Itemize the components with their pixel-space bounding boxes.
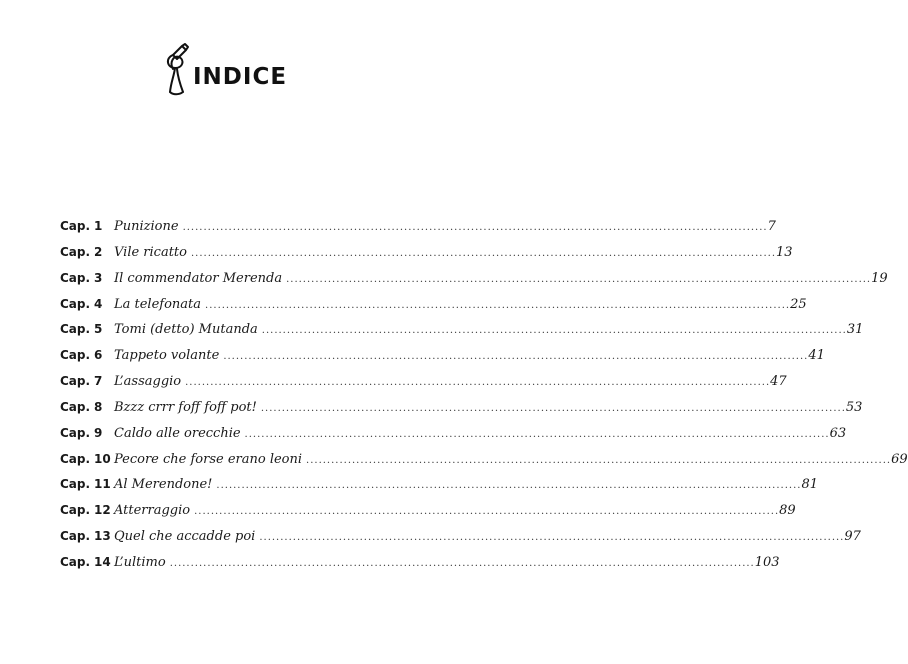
chapter-number: 12 (94, 503, 111, 518)
page-number: 53 (845, 399, 863, 415)
page-number: 13 (776, 244, 793, 260)
dot-leader: ............................................................................................................................................ (169, 557, 755, 569)
toc-entry (114, 244, 793, 260)
dot-leader: ............................................................................................................................................ (223, 351, 809, 363)
chapter-prefix: Cap. (60, 425, 91, 440)
chapter-number: 14 (94, 554, 111, 569)
chapter-prefix: Cap. (60, 244, 91, 259)
page-number: 89 (779, 503, 796, 519)
toc-entry (114, 296, 807, 312)
toc-row (60, 451, 908, 478)
chapter-label (60, 555, 114, 569)
toc-row (60, 322, 864, 348)
toc-row (60, 503, 796, 529)
chapter-prefix: Cap. (60, 219, 91, 233)
chapter-prefix: Cap. (60, 529, 91, 544)
chapter-label (60, 529, 114, 543)
page-title: INDICE (193, 64, 288, 90)
toc-row (60, 425, 847, 452)
chapter-number: 13 (94, 529, 111, 544)
page-number: 103 (754, 554, 780, 570)
chapter-prefix: Cap. (60, 503, 91, 518)
page-number: 41 (808, 348, 825, 364)
dot-leader: ............................................................................................................................................ (205, 299, 791, 311)
toc-entry (114, 554, 780, 570)
chapter-label (60, 245, 114, 259)
toc-row (60, 296, 807, 323)
chapter-label (60, 452, 114, 466)
chapter-prefix: Cap. (60, 554, 91, 569)
toc-entry (114, 425, 847, 441)
toc-row (60, 219, 776, 245)
chapter-label (60, 400, 114, 414)
chapter-prefix: Cap. (60, 374, 91, 389)
chapter-label (60, 297, 114, 311)
toc-entry (114, 399, 863, 415)
chapter-prefix: Cap. (60, 451, 91, 466)
toc-entry (114, 374, 787, 390)
chapter-prefix: Cap. (60, 270, 91, 285)
chapter-number: 4 (94, 296, 103, 311)
dot-leader: ............................................................................................................................................ (185, 377, 771, 389)
toc-entry (114, 270, 888, 286)
dot-leader: ............................................................................................................................................ (194, 506, 780, 518)
chapter-prefix: Cap. (60, 477, 91, 492)
chapter-number: 1 (94, 219, 103, 233)
chapter-prefix: Cap. (60, 296, 91, 311)
page-number: 97 (844, 529, 861, 545)
chapter-title: Il commendator Merenda (114, 270, 283, 286)
chapter-title: L’ultimo (114, 554, 166, 570)
dot-leader: ............................................................................................................................................ (259, 532, 845, 544)
toc-row (60, 270, 888, 297)
toc-entry (114, 477, 818, 493)
toc-entry (114, 503, 796, 519)
chapter-number: 11 (94, 477, 111, 492)
toc-row (60, 374, 787, 400)
index-header (163, 42, 288, 102)
chapter-title: La telefonata (114, 296, 202, 312)
toc-entry (114, 219, 776, 234)
dot-leader: ............................................................................................................................................ (190, 247, 777, 259)
chapter-label (60, 374, 114, 388)
chapter-title: Punizione (114, 219, 179, 234)
chapter-title: Bzzz crrr foff foff pot! (114, 399, 257, 415)
toc-row (60, 244, 793, 271)
page-number: 19 (871, 270, 888, 286)
dot-leader: ............................................................................................................................................ (306, 454, 892, 466)
page-number: 47 (770, 374, 787, 390)
chapter-prefix: Cap. (60, 348, 91, 363)
toc-entry (114, 322, 864, 338)
chapter-label (60, 348, 114, 362)
chapter-label (60, 426, 114, 440)
chapter-number: 3 (94, 270, 103, 285)
page-number: 7 (767, 219, 776, 234)
chapter-title: Quel che accadde poi (114, 529, 256, 545)
chapter-title: Caldo alle orecchie (114, 425, 241, 441)
chapter-number: 8 (94, 399, 103, 414)
chapter-number: 6 (94, 348, 103, 363)
chapter-number: 7 (94, 374, 103, 389)
dot-leader: ............................................................................................................................................ (261, 325, 847, 337)
page-number: 31 (846, 322, 864, 338)
chapter-title: L’assaggio (114, 374, 182, 390)
chapter-prefix: Cap. (60, 399, 91, 414)
chapter-title: Tappeto volante (114, 348, 220, 364)
page-number: 25 (790, 296, 807, 312)
pencil-swirl-icon (163, 42, 195, 102)
dot-leader: ............................................................................................................................................ (260, 402, 846, 414)
chapter-title: Atterraggio (114, 503, 191, 519)
chapter-label (60, 477, 114, 491)
toc-row (60, 399, 863, 426)
table-of-contents (60, 219, 908, 581)
toc-entry (114, 529, 861, 545)
chapter-label (60, 503, 114, 517)
chapter-number: 9 (94, 425, 103, 440)
toc-entry (114, 451, 908, 467)
chapter-title: Pecore che forse erano leoni (114, 451, 303, 467)
dot-leader: ............................................................................................................................................ (244, 428, 830, 440)
page-number: 63 (829, 425, 847, 441)
chapter-title: Al Merendone! (114, 477, 213, 493)
toc-row (60, 348, 825, 374)
chapter-label (60, 271, 114, 285)
chapter-number: 2 (94, 244, 103, 259)
page-number: 81 (801, 477, 818, 493)
chapter-label (60, 322, 114, 336)
chapter-number: 10 (94, 451, 111, 466)
toc-row (60, 554, 780, 581)
dot-leader: ............................................................................................................................................ (286, 273, 872, 285)
dot-leader: ............................................................................................................................................ (182, 222, 768, 233)
toc-row (60, 477, 818, 503)
chapter-prefix: Cap. (60, 322, 91, 337)
page-number: 69 (891, 451, 908, 467)
chapter-title: Vile ricatto (114, 244, 187, 260)
toc-entry (114, 348, 825, 364)
toc-row (60, 529, 861, 555)
chapter-number: 5 (94, 322, 103, 337)
dot-leader: ............................................................................................................................................ (216, 480, 802, 492)
chapter-label (60, 219, 114, 233)
chapter-title: Tomi (detto) Mutanda (114, 322, 258, 338)
